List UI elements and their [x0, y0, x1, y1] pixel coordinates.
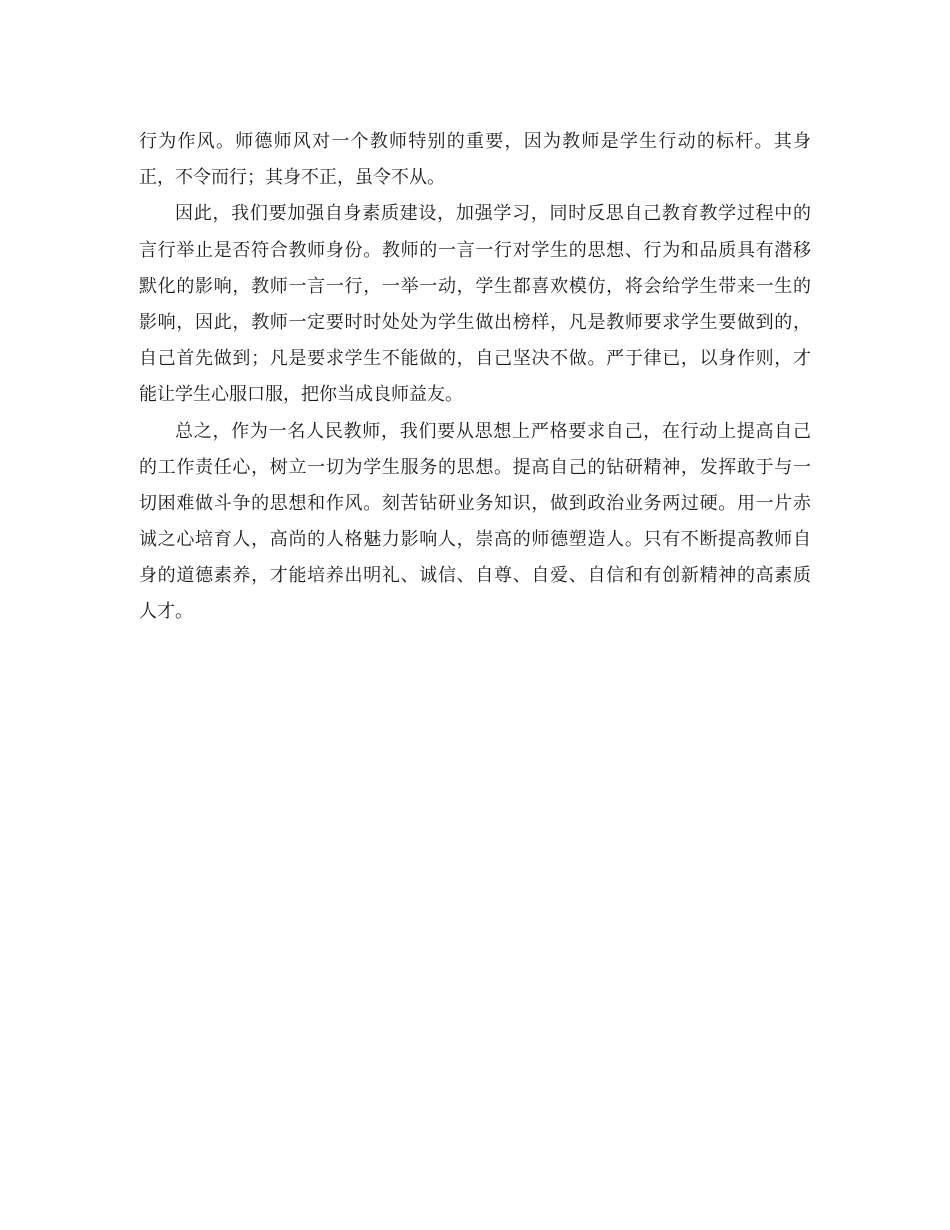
- text-line: 影响，因此，教师一定要时时处处为学生做出榜样，凡是教师要求学生要做到的，: [139, 311, 811, 333]
- paragraph-first-line: 总之，作为一名人民教师，我们要从思想上严格要求自己，在行动上提高自己: [175, 420, 811, 442]
- text-line: 行为作风。师德师风对一个教师特别的重要，因为教师是学生行动的标杆。其身: [139, 131, 811, 152]
- text-line: 的工作责任心，树立一切为学生服务的思想。提高自己的钻研精神，发挥敢于与一: [139, 456, 811, 478]
- text-line: 能让学生心服口服，把你当成良师益友。: [139, 384, 463, 406]
- body-text: [139, 124, 811, 631]
- text-line: 自己首先做到；凡是要求学生不能做的，自己坚决不做。严于律已，以身作则，才: [139, 348, 811, 370]
- text-line: 默化的影响，教师一言一行，一举一动，学生都喜欢模仿，将会给学生带来一生的: [139, 275, 811, 297]
- text-line: 诚之心培育人，高尚的人格魅力影响人，崇高的师德塑造人。只有不断提高教师自: [139, 529, 811, 551]
- paragraph-first-line: 因此，我们要加强自身素质建设，加强学习，同时反思自己教育教学过程中的: [175, 203, 811, 225]
- text-line: 身的道德素养，才能培养出明礼、诚信、自尊、自爱、自信和有创新精神的高素质: [139, 565, 811, 587]
- text-line: 正，不令而行；其身不正，虽令不从。: [139, 167, 445, 189]
- text-line: 言行举止是否符合教师身份。教师的一言一行对学生的思想、行为和品质具有潜移: [139, 239, 811, 261]
- text-line: 人才。: [139, 601, 193, 623]
- text-line: 切困难做斗争的思想和作风。刻苦钻研业务知识，做到政治业务两过硬。用一片赤: [139, 492, 811, 514]
